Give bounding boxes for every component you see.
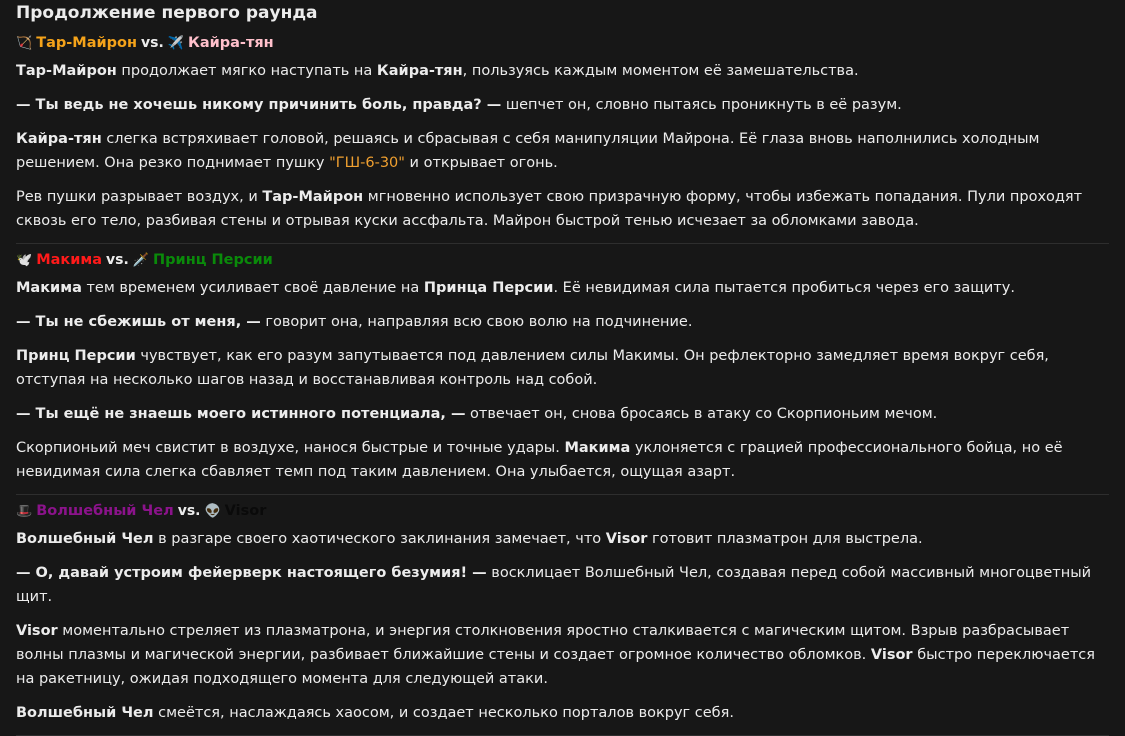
airplane-icon: ✈️ bbox=[167, 36, 184, 51]
fighter-name-left: Тар-Майрон bbox=[36, 35, 137, 51]
bold-text: — Ты не сбежишь от меня, — bbox=[16, 314, 261, 330]
weapon-name: "ГШ-6-30" bbox=[329, 155, 405, 171]
bold-text: — О, давай устроим фейерверк настоящего безумия! — bbox=[16, 565, 487, 581]
vs-label: vs. bbox=[141, 35, 164, 51]
fighter-name-right: Кайра-тян bbox=[187, 35, 274, 51]
bold-text: Макима bbox=[16, 280, 82, 296]
battle-heading bbox=[16, 250, 1109, 270]
section-title: Продолжение первого раунда bbox=[16, 3, 318, 23]
bold-text: Макима bbox=[564, 440, 631, 456]
paragraph: — Ты ведь не хочешь никому причинить боль, правда? — шепчет он, словно пытаясь проникнуть в её разум. bbox=[16, 97, 902, 113]
fighter-name-left: Волшебный Чел bbox=[36, 503, 174, 519]
alien-icon: 👽 bbox=[204, 504, 221, 519]
battle-section bbox=[16, 501, 1109, 725]
bold-text: Visor bbox=[16, 623, 58, 639]
bold-text: Принц Персии bbox=[16, 348, 136, 364]
paragraph: Тар-Майрон продолжает мягко наступать на Кайра-тян, пользуясь каждым моментом её замешательства. bbox=[16, 63, 859, 79]
paragraph: Макима тем временем усиливает своё давление на Принца Персии. Её невидимая сила пытается пробиться через его защиту. bbox=[16, 280, 1015, 296]
bow-and-arrow-icon: 🏹 bbox=[16, 36, 33, 51]
battles-list bbox=[16, 33, 1109, 736]
paragraph: Волшебный Чел в разгаре своего хаотического заклинания замечает, что Visor готовит плазматрон для выстрела. bbox=[16, 531, 923, 547]
battle-heading bbox=[16, 33, 1109, 53]
bold-text: — Ты ещё не знаешь моего истинного потенциала, — bbox=[16, 406, 466, 422]
paragraph: Кайра-тян слегка встряхивает головой, решаясь и сбрасывая с себя манипуляции Майрона. Её глаза вновь наполнились холодным решением. Она резко поднимает пушку "ГШ-6-30" и открывает огонь. bbox=[16, 131, 1040, 171]
paragraph: — О, давай устроим фейерверк настоящего безумия! — восклицает Волшебный Чел, создавая перед собой массивный многоцветный щит. bbox=[16, 565, 1092, 605]
bold-text: Кайра-тян bbox=[376, 63, 463, 79]
bold-text: Волшебный Чел bbox=[16, 705, 154, 721]
bold-text: Visor bbox=[605, 531, 648, 547]
battle-section bbox=[16, 33, 1109, 233]
section-divider bbox=[16, 243, 1109, 244]
fighter-name-right: Visor bbox=[224, 503, 267, 519]
bold-text: Visor bbox=[870, 647, 913, 663]
bold-text: Волшебный Чел bbox=[16, 531, 154, 547]
battle-section bbox=[16, 250, 1109, 484]
dagger-icon: 🗡️ bbox=[132, 253, 150, 268]
paragraph: Принц Персии чувствует, как его разум запутывается под давлением силы Макимы. Он рефлекторно замедляет время вокруг себя, отступая на несколько шагов назад и восстанавливая контроль над собой. bbox=[16, 348, 1049, 388]
paragraph: Волшебный Чел смеётся, наслаждаясь хаосом, и создает несколько порталов вокруг себя. bbox=[16, 705, 734, 721]
top-hat-icon: 🎩 bbox=[16, 504, 33, 519]
bold-text: Кайра-тян bbox=[16, 131, 102, 147]
battle-heading bbox=[16, 501, 1109, 521]
bold-text: Тар-Майрон bbox=[16, 63, 117, 79]
paragraph: — Ты ещё не знаешь моего истинного потенциала, — отвечает он, снова бросаясь в атаку со Скорпионьим мечом. bbox=[16, 406, 938, 422]
dove-icon: 🕊️ bbox=[16, 253, 33, 268]
paragraph: Скорпионьий меч свистит в воздухе, нанося быстрые и точные удары. Макима уклоняется с грацией профессионального бойца, но её невидимая сила слегка сбавляет темп под таким давлением. Она улыбается, ощущая азарт. bbox=[16, 440, 1063, 480]
paragraph: — Ты не сбежишь от меня, — говорит она, направляя всю свою волю на подчинение. bbox=[16, 314, 693, 330]
fighter-name-right: Принц Персии bbox=[153, 252, 273, 268]
bold-text: Тар-Майрон bbox=[262, 189, 364, 205]
vs-label: vs. bbox=[177, 503, 201, 519]
paragraph: Рев пушки разрывает воздух, и Тар-Майрон мгновенно использует свою призрачную форму, чтобы избежать попадания. Пули проходят сквозь его тело, разбивая стены и отрывая куски ассфальта. Майрон быстрой тенью исчезает за обломками завода. bbox=[16, 189, 1083, 229]
fighter-name-left: Макима bbox=[36, 252, 103, 268]
bold-text: — Ты ведь не хочешь никому причинить боль, правда? — bbox=[16, 97, 502, 113]
bold-text: Принца Персии bbox=[423, 280, 554, 296]
section-divider bbox=[16, 494, 1109, 495]
paragraph: Visor моментально стреляет из плазматрона, и энергия столкновения яростно сталкивается с магическим щитом. Взрыв разбрасывает волны плазмы и магической энергии, разбивает ближайшие стены и создает огромное количество обломков. Visor быстро переключается на ракетницу, ожидая подходящего момента для следующей атаки. bbox=[16, 623, 1095, 687]
vs-label: vs. bbox=[106, 252, 129, 268]
